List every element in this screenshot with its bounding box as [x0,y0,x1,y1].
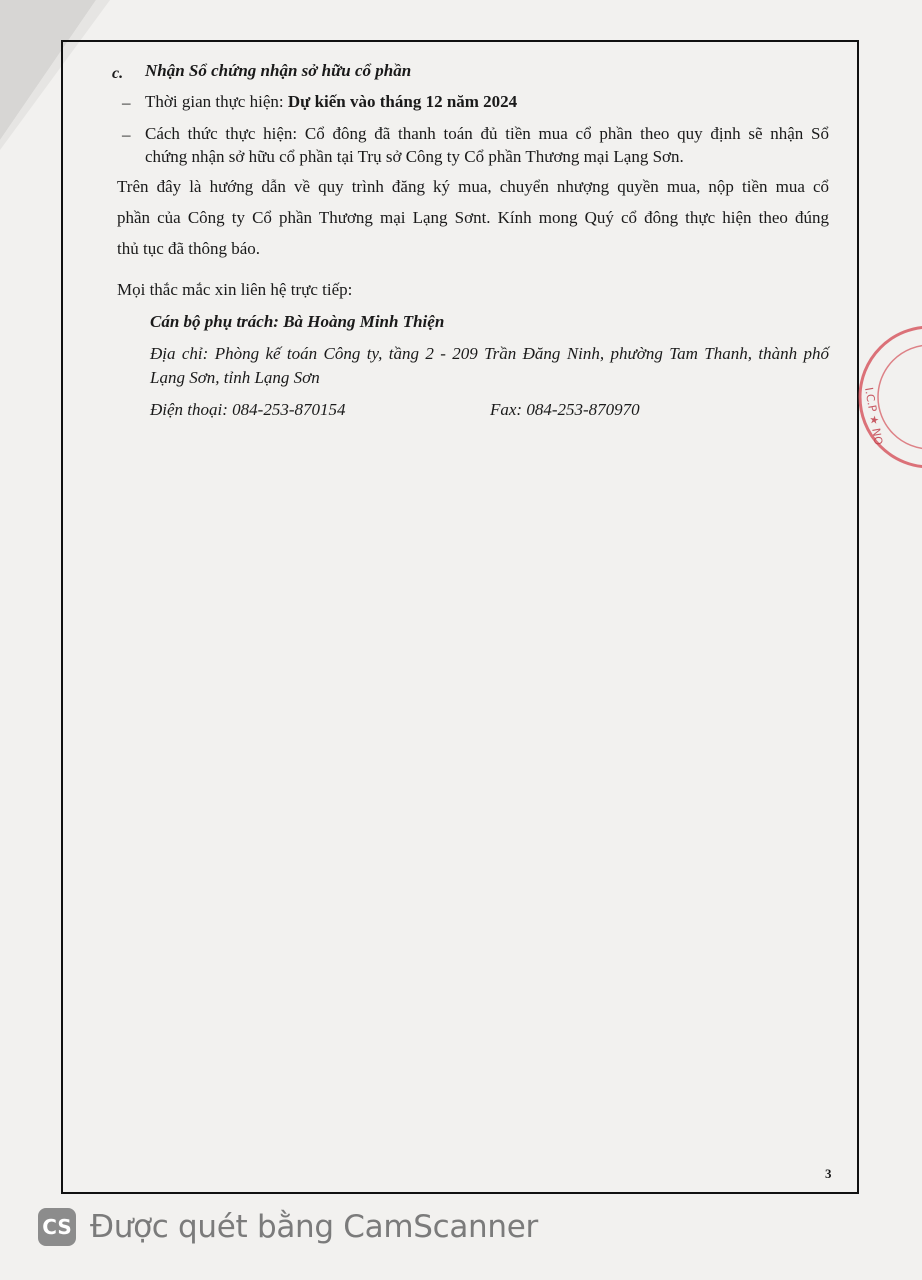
bullet-dash: – [122,93,131,112]
closing-line2: phần của Công ty Cổ phần Thương mại Lạng Sơnt. Kính mong Quý cổ đông thực hiện theo đúng [117,208,829,227]
camscanner-text: Được quét bằng CamScanner [90,1209,538,1245]
item-time-value: Dự kiến vào tháng 12 năm 2024 [287,92,518,111]
svg-text:I.C.P ★ NO: I.C.P ★ NO [862,386,885,447]
item-method-line2: chứng nhận sở hữu cổ phần tại Trụ sở Công ty Cổ phần Thương mại Lạng Sơn. [145,147,684,166]
page-number: 3 [825,1166,832,1181]
contact-address-line2: Lạng Sơn, tỉnh Lạng Sơn [150,368,320,387]
item-time [145,91,517,113]
bullet-dash: – [122,125,131,144]
company-seal [852,322,922,472]
camscanner-logo-icon: CS [38,1208,76,1246]
contact-fax: Fax: 084-253-870970 [490,400,640,419]
section-c-heading [112,60,412,82]
section-c-label: c. [112,65,124,82]
contact-officer: Cán bộ phụ trách: Bà Hoàng Minh Thiện [150,312,445,331]
contact-intro: Mọi thắc mắc xin liên hệ trực tiếp: [117,280,353,299]
closing-line1: Trên đây là hướng dẫn về quy trình đăng ký mua, chuyển nhượng quyền mua, nộp tiền mua cổ [117,177,829,196]
contact-phone: Điện thoại: 084-253-870154 [150,400,346,419]
closing-line3: thủ tục đã thông báo. [117,239,261,258]
contact-address-line1: Địa chỉ: Phòng kế toán Công ty, tầng 2 - 209 Trần Đăng Ninh, phường Tam Thanh, thành phố [150,344,829,363]
section-c-title: Nhận Sổ chứng nhận sở hữu cổ phần [145,61,412,80]
camscanner-watermark [38,1207,538,1247]
item-method-line1: Cách thức thực hiện: Cổ đông đã thanh toán đủ tiền mua cổ phần theo quy định sẽ nhận Sổ [145,124,829,143]
item-time-prefix: Thời gian thực hiện: [145,92,288,111]
